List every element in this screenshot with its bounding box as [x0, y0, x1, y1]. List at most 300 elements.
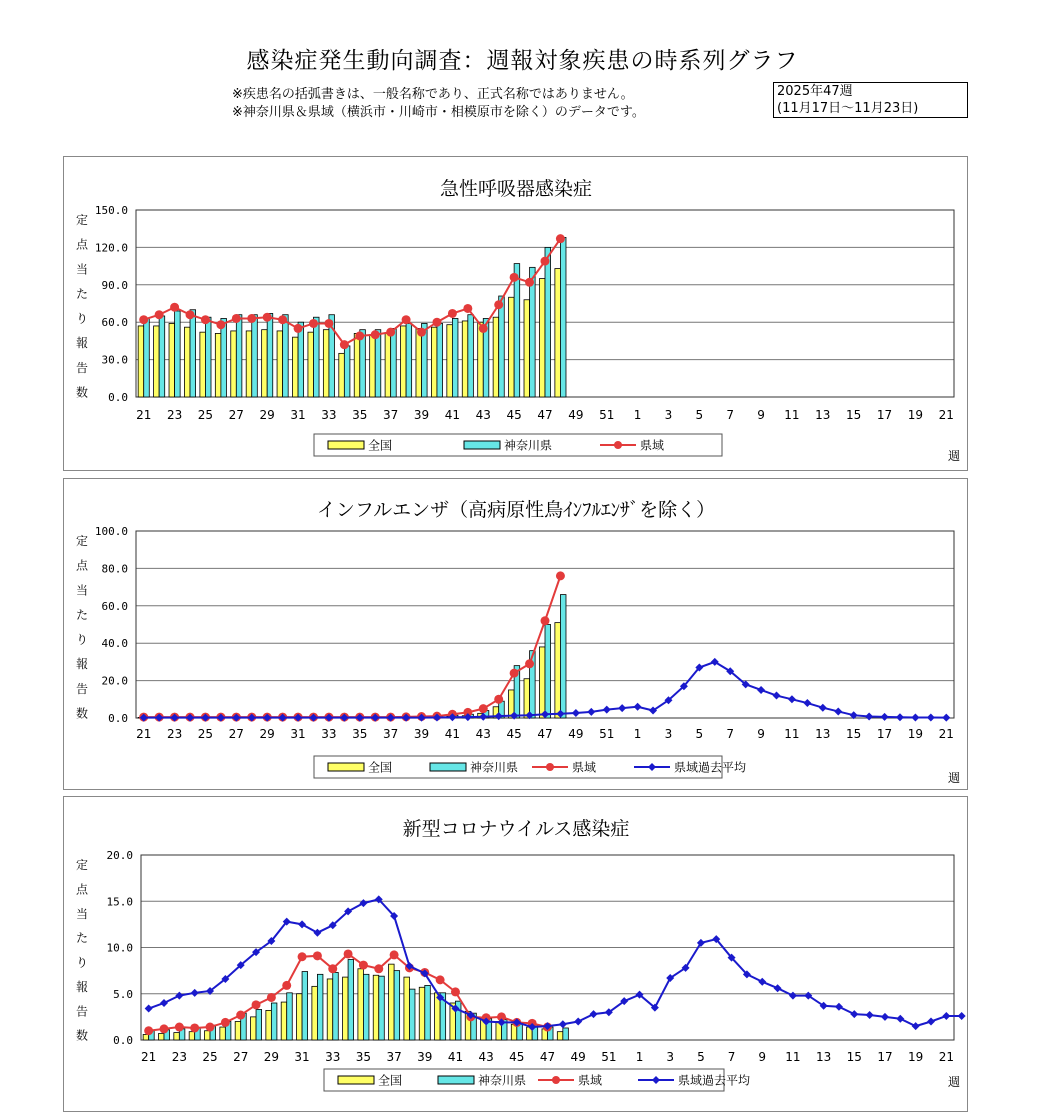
bar-kanagawa	[175, 311, 181, 397]
point-prefecture	[160, 1024, 169, 1033]
bar-national	[404, 977, 410, 1040]
bar-national	[447, 325, 453, 397]
x-tick-label: 35	[352, 408, 368, 422]
x-tick-label: 3	[666, 1050, 675, 1064]
x-unit-label: 週	[948, 449, 961, 463]
bar-national	[385, 333, 391, 397]
point-past-average	[145, 1005, 153, 1013]
bar-national	[143, 1034, 149, 1040]
x-tick-label: 1	[633, 727, 642, 741]
bar-national	[339, 353, 345, 397]
y-axis-label-char: 当	[75, 906, 89, 921]
x-tick-label: 19	[908, 1050, 924, 1064]
point-past-average	[559, 1020, 567, 1028]
x-tick-label: 45	[506, 727, 522, 741]
bar-national	[220, 1027, 226, 1040]
x-tick-label: 21	[136, 727, 152, 741]
bar-kanagawa	[236, 315, 242, 397]
point-prefecture	[451, 987, 460, 996]
bar-kanagawa	[317, 974, 323, 1040]
x-tick-label: 13	[815, 727, 831, 741]
bar-national	[419, 987, 425, 1040]
y-tick-label: 40.0	[101, 637, 128, 651]
bar-national	[235, 1022, 241, 1041]
point-prefecture	[448, 309, 457, 318]
bar-national	[555, 623, 561, 718]
point-prefecture	[463, 304, 472, 313]
point-prefecture	[309, 319, 318, 328]
x-tick-label: 39	[417, 1050, 433, 1064]
point-prefecture	[328, 964, 337, 973]
legend-swatch-bar	[338, 1076, 374, 1084]
bar-kanagawa	[205, 317, 211, 397]
bar-national	[205, 1031, 211, 1040]
point-prefecture	[494, 695, 503, 704]
x-tick-label: 43	[475, 727, 491, 741]
x-tick-label: 13	[815, 1050, 832, 1064]
bar-kanagawa	[468, 315, 474, 397]
y-axis-label-char: 数	[75, 706, 89, 721]
x-tick-label: 21	[938, 408, 954, 422]
x-tick-label: 49	[570, 1050, 586, 1064]
x-tick-label: 33	[325, 1050, 341, 1064]
point-prefecture	[390, 950, 399, 959]
x-tick-label: 41	[444, 727, 461, 741]
bar-kanagawa	[313, 317, 319, 397]
point-prefecture	[313, 951, 322, 960]
legend-swatch-bar	[438, 1076, 474, 1084]
x-tick-label: 7	[726, 408, 735, 422]
bar-national	[389, 964, 395, 1040]
point-prefecture	[190, 1023, 199, 1032]
x-tick-label: 37	[383, 408, 399, 422]
point-prefecture	[402, 315, 411, 324]
y-tick-label: 150.0	[94, 204, 128, 217]
legend-swatch-bar	[430, 763, 466, 771]
legend-label: 神奈川県	[470, 760, 519, 775]
point-past-average	[788, 695, 796, 703]
x-tick-label: 25	[202, 1050, 218, 1064]
y-tick-label: 80.0	[101, 562, 128, 576]
x-tick-label: 5	[697, 1050, 705, 1064]
point-past-average	[634, 703, 642, 711]
bar-kanagawa	[499, 296, 505, 397]
y-tick-label: 20.0	[101, 674, 128, 688]
y-axis-label-char: 点	[75, 882, 89, 897]
x-tick-label: 19	[907, 727, 924, 741]
point-prefecture	[479, 704, 488, 713]
week-number: 2025年47週	[777, 84, 853, 99]
y-tick-label: 30.0	[101, 353, 128, 367]
bar-national	[262, 330, 268, 397]
x-tick-label: 47	[537, 408, 553, 422]
point-prefecture	[541, 616, 550, 625]
point-prefecture	[510, 669, 519, 678]
x-tick-label: 41	[444, 408, 461, 422]
bar-kanagawa	[425, 985, 431, 1040]
bar-national	[293, 337, 299, 397]
bar-kanagawa	[363, 974, 369, 1040]
legend-label: 全国	[368, 438, 393, 453]
bar-national	[493, 317, 499, 397]
x-tick-label: 49	[568, 408, 584, 422]
point-prefecture	[144, 1026, 153, 1035]
legend-swatch-bar	[328, 763, 364, 771]
x-tick-label: 21	[938, 727, 954, 741]
x-tick-label: 29	[259, 727, 275, 741]
bar-kanagawa	[514, 264, 520, 397]
point-prefecture	[170, 303, 179, 312]
bar-kanagawa	[271, 1003, 277, 1040]
bar-kanagawa	[545, 247, 551, 397]
y-axis-label-char: り	[75, 955, 89, 970]
x-tick-label: 43	[475, 408, 491, 422]
y-axis-label-char: 点	[75, 237, 89, 252]
x-tick-label: 9	[757, 408, 765, 422]
x-tick-label: 37	[383, 727, 399, 741]
x-tick-label: 51	[601, 1050, 617, 1064]
point-prefecture	[294, 324, 303, 333]
x-tick-label: 7	[726, 727, 735, 741]
x-tick-label: 19	[907, 408, 924, 422]
x-tick-label: 23	[166, 408, 183, 422]
chart-panel-influenza	[63, 478, 968, 790]
point-prefecture	[267, 993, 276, 1002]
y-axis-label-char: 定	[75, 858, 89, 872]
point-past-average	[757, 686, 765, 694]
x-tick-label: 49	[568, 727, 584, 741]
point-prefecture	[201, 315, 210, 324]
bar-national	[200, 332, 206, 397]
point-prefecture	[247, 314, 256, 323]
chart-panel-acute-respiratory	[63, 156, 968, 471]
point-past-average	[603, 706, 611, 714]
legend-label: 全国	[378, 1073, 403, 1088]
point-past-average	[927, 713, 935, 721]
y-axis-label-char: 報	[75, 979, 89, 994]
legend-label: 県域過去平均	[678, 1073, 751, 1088]
chart-influenza	[64, 479, 969, 791]
bar-national	[308, 332, 314, 397]
x-tick-label: 17	[876, 727, 893, 741]
x-tick-label: 39	[413, 727, 430, 741]
y-tick-label: 15.0	[106, 895, 133, 909]
y-axis-label-char: り	[75, 632, 89, 647]
x-tick-label: 25	[197, 408, 214, 422]
bar-kanagawa	[394, 971, 400, 1040]
point-prefecture	[432, 318, 441, 327]
point-past-average	[191, 989, 199, 997]
point-past-average	[835, 1003, 843, 1011]
y-axis-label-char: た	[75, 286, 89, 301]
x-tick-label: 27	[228, 727, 244, 741]
y-axis-label-char: 告	[75, 360, 89, 375]
legend-marker	[614, 441, 622, 449]
legend-marker	[552, 1076, 560, 1084]
bar-national	[401, 326, 407, 397]
point-prefecture	[139, 315, 148, 324]
bar-national	[281, 1002, 287, 1040]
chart-title: インフルエンザ（高病原性鳥ｲﾝﾌﾙｴﾝｻﾞを除く）	[316, 499, 716, 521]
point-prefecture	[206, 1023, 215, 1032]
point-prefecture	[340, 340, 349, 349]
point-past-average	[789, 992, 797, 1000]
x-tick-label: 13	[815, 408, 831, 422]
x-tick-label: 1	[635, 1050, 644, 1064]
note-line-2: ※神奈川県＆県域（横浜市・川崎市・相模原市を除く）のデータです。	[232, 105, 645, 120]
point-prefecture	[556, 571, 565, 580]
x-tick-label: 25	[197, 727, 214, 741]
point-past-average	[774, 984, 782, 992]
x-unit-label: 週	[948, 771, 961, 785]
x-tick-label: 15	[846, 727, 862, 741]
bar-kanagawa	[144, 318, 150, 397]
x-unit-label: 週	[948, 1075, 961, 1089]
point-prefecture	[216, 320, 225, 329]
y-axis-label-char: 定	[75, 213, 89, 227]
bar-kanagawa	[252, 315, 258, 397]
x-tick-label: 27	[233, 1050, 249, 1064]
point-past-average	[587, 708, 595, 716]
point-prefecture	[374, 964, 383, 973]
x-tick-label: 17	[876, 408, 893, 422]
bar-national	[138, 326, 144, 397]
bar-national	[154, 326, 160, 397]
x-tick-label: 9	[757, 727, 765, 741]
y-tick-label: 0.0	[108, 712, 128, 725]
x-tick-label: 27	[228, 408, 244, 422]
x-tick-label: 35	[352, 727, 368, 741]
y-axis-label-char: 報	[75, 657, 89, 672]
point-past-average	[865, 713, 873, 721]
bar-national	[431, 327, 437, 397]
x-tick-label: 23	[171, 1050, 187, 1064]
x-tick-label: 11	[785, 1050, 801, 1064]
y-axis-label-char: 当	[75, 583, 89, 598]
bar-kanagawa	[530, 267, 536, 397]
bar-kanagawa	[563, 1028, 569, 1040]
point-past-average	[958, 1012, 966, 1020]
bar-kanagawa	[221, 318, 227, 397]
y-axis-label-char: 報	[75, 336, 89, 351]
point-past-average	[942, 1012, 950, 1020]
x-tick-label: 21	[141, 1050, 157, 1064]
y-axis-label-char: 数	[75, 385, 89, 400]
point-prefecture	[155, 310, 164, 319]
y-tick-label: 10.0	[106, 941, 133, 955]
point-prefecture	[510, 273, 519, 282]
y-tick-label: 90.0	[101, 278, 128, 292]
note-line-1: ※疾患名の括弧書きは、一般名称であり、正式名称ではありません。	[232, 87, 634, 102]
x-tick-label: 9	[758, 1050, 767, 1064]
point-past-average	[574, 1018, 582, 1026]
x-tick-label: 31	[290, 727, 306, 741]
y-axis-label-char: 当	[75, 262, 89, 277]
bar-national	[343, 977, 349, 1040]
point-prefecture	[175, 1023, 184, 1032]
point-prefecture	[263, 313, 272, 322]
y-axis-label-char: り	[75, 311, 89, 326]
point-past-average	[572, 709, 580, 717]
bar-kanagawa	[545, 625, 551, 719]
legend-swatch-bar	[464, 441, 500, 449]
x-tick-label: 23	[166, 727, 183, 741]
legend-label: 県域	[578, 1073, 603, 1088]
legend-marker	[546, 763, 554, 771]
point-prefecture	[494, 300, 503, 309]
bar-national	[539, 647, 545, 718]
x-tick-label: 47	[537, 727, 553, 741]
x-tick-label: 11	[784, 408, 800, 422]
bar-kanagawa	[159, 316, 165, 397]
y-tick-label: 60.0	[101, 316, 128, 330]
point-prefecture	[252, 1000, 261, 1009]
point-prefecture	[186, 310, 195, 319]
bar-kanagawa	[406, 323, 412, 397]
x-tick-label: 3	[664, 408, 673, 422]
bar-kanagawa	[287, 993, 293, 1040]
y-axis-label-char: 数	[75, 1028, 89, 1043]
y-tick-label: 5.0	[113, 987, 133, 1001]
point-prefecture	[359, 961, 368, 970]
legend-label: 県域	[640, 438, 665, 453]
legend-swatch-bar	[328, 441, 364, 449]
x-tick-label: 39	[413, 408, 430, 422]
bar-national	[557, 1032, 563, 1040]
point-prefecture	[236, 1011, 245, 1020]
bar-kanagawa	[333, 972, 339, 1040]
bar-national	[416, 328, 422, 397]
point-past-average	[896, 713, 904, 721]
bar-kanagawa	[379, 976, 385, 1040]
point-prefecture	[417, 328, 426, 337]
y-tick-label: 60.0	[101, 599, 128, 613]
bar-national	[327, 979, 333, 1040]
legend-label: 県域過去平均	[674, 760, 747, 775]
bar-national	[158, 1034, 164, 1040]
point-prefecture	[386, 328, 395, 337]
page-title: 感染症発生動向調査：週報対象疾患の時系列グラフ	[246, 48, 799, 74]
bar-national	[539, 279, 545, 397]
x-tick-label: 45	[509, 1050, 525, 1064]
x-tick-label: 47	[539, 1050, 556, 1064]
x-tick-label: 7	[727, 1050, 736, 1064]
bar-kanagawa	[190, 310, 196, 397]
point-prefecture	[479, 324, 488, 333]
week-date-range: (11月17日〜11月23日)	[777, 101, 919, 116]
point-past-average	[912, 1022, 920, 1030]
y-tick-label: 120.0	[94, 241, 128, 255]
point-prefecture	[436, 975, 445, 984]
bar-kanagawa	[302, 972, 308, 1040]
x-tick-label: 45	[506, 408, 522, 422]
chart-title: 新型コロナウイルス感染症	[402, 818, 630, 840]
point-past-average	[359, 899, 367, 907]
x-tick-label: 33	[321, 408, 337, 422]
point-past-average	[773, 692, 781, 700]
x-tick-label: 29	[259, 408, 275, 422]
x-tick-label: 51	[599, 408, 615, 422]
bar-national	[358, 969, 364, 1040]
bar-national	[462, 321, 468, 397]
point-prefecture	[278, 315, 287, 324]
bar-national	[297, 994, 303, 1040]
bar-kanagawa	[283, 315, 289, 397]
x-tick-label: 15	[846, 1050, 862, 1064]
bar-kanagawa	[256, 1009, 262, 1040]
y-axis-label-char: 告	[75, 1004, 89, 1019]
bar-national	[373, 975, 379, 1040]
bar-kanagawa	[298, 322, 304, 397]
point-past-average	[927, 1018, 935, 1026]
x-tick-label: 51	[599, 727, 615, 741]
bar-kanagawa	[409, 989, 415, 1040]
point-past-average	[896, 1015, 904, 1023]
point-prefecture	[525, 278, 534, 287]
point-prefecture	[221, 1018, 230, 1027]
point-prefecture	[282, 981, 291, 990]
point-past-average	[175, 992, 183, 1000]
x-tick-label: 35	[355, 1050, 372, 1064]
y-tick-label: 20.0	[106, 849, 133, 862]
chart-title: 急性呼吸器感染症	[439, 178, 593, 200]
bar-national	[174, 1033, 180, 1040]
point-past-average	[834, 707, 842, 715]
x-tick-label: 43	[478, 1050, 494, 1064]
x-tick-label: 41	[447, 1050, 464, 1064]
point-past-average	[819, 704, 827, 712]
bar-kanagawa	[452, 318, 458, 397]
x-tick-label: 15	[846, 408, 862, 422]
x-tick-label: 33	[321, 727, 337, 741]
point-prefecture	[556, 234, 565, 243]
week-box	[773, 82, 968, 118]
bar-kanagawa	[344, 346, 350, 397]
point-past-average	[942, 714, 950, 722]
y-tick-label: 0.0	[108, 391, 128, 404]
point-past-average	[313, 929, 321, 937]
x-tick-label: 31	[294, 1050, 310, 1064]
y-tick-label: 100.0	[94, 525, 128, 538]
point-past-average	[803, 699, 811, 707]
point-past-average	[866, 1011, 874, 1019]
point-past-average	[618, 704, 626, 712]
chart-acute-respiratory	[64, 157, 969, 472]
bar-national	[478, 322, 484, 397]
bar-national	[524, 300, 530, 397]
y-axis-label-char: た	[75, 931, 89, 946]
bar-kanagawa	[348, 960, 354, 1040]
bar-national	[312, 986, 318, 1040]
y-axis-label-char: 点	[75, 558, 89, 573]
x-tick-label: 5	[695, 408, 704, 422]
bar-kanagawa	[437, 323, 443, 397]
bar-national	[277, 331, 283, 397]
y-axis-label-char: 定	[75, 534, 89, 548]
bar-national	[184, 327, 190, 397]
point-past-average	[758, 978, 766, 986]
bar-kanagawa	[560, 237, 566, 397]
point-prefecture	[371, 330, 380, 339]
x-tick-label: 1	[633, 408, 642, 422]
bar-national	[169, 323, 175, 397]
point-prefecture	[344, 949, 353, 958]
point-prefecture	[541, 257, 550, 266]
bar-national	[215, 333, 221, 397]
bar-national	[246, 331, 252, 397]
point-past-average	[881, 713, 889, 721]
y-axis-label-char: 告	[75, 681, 89, 696]
